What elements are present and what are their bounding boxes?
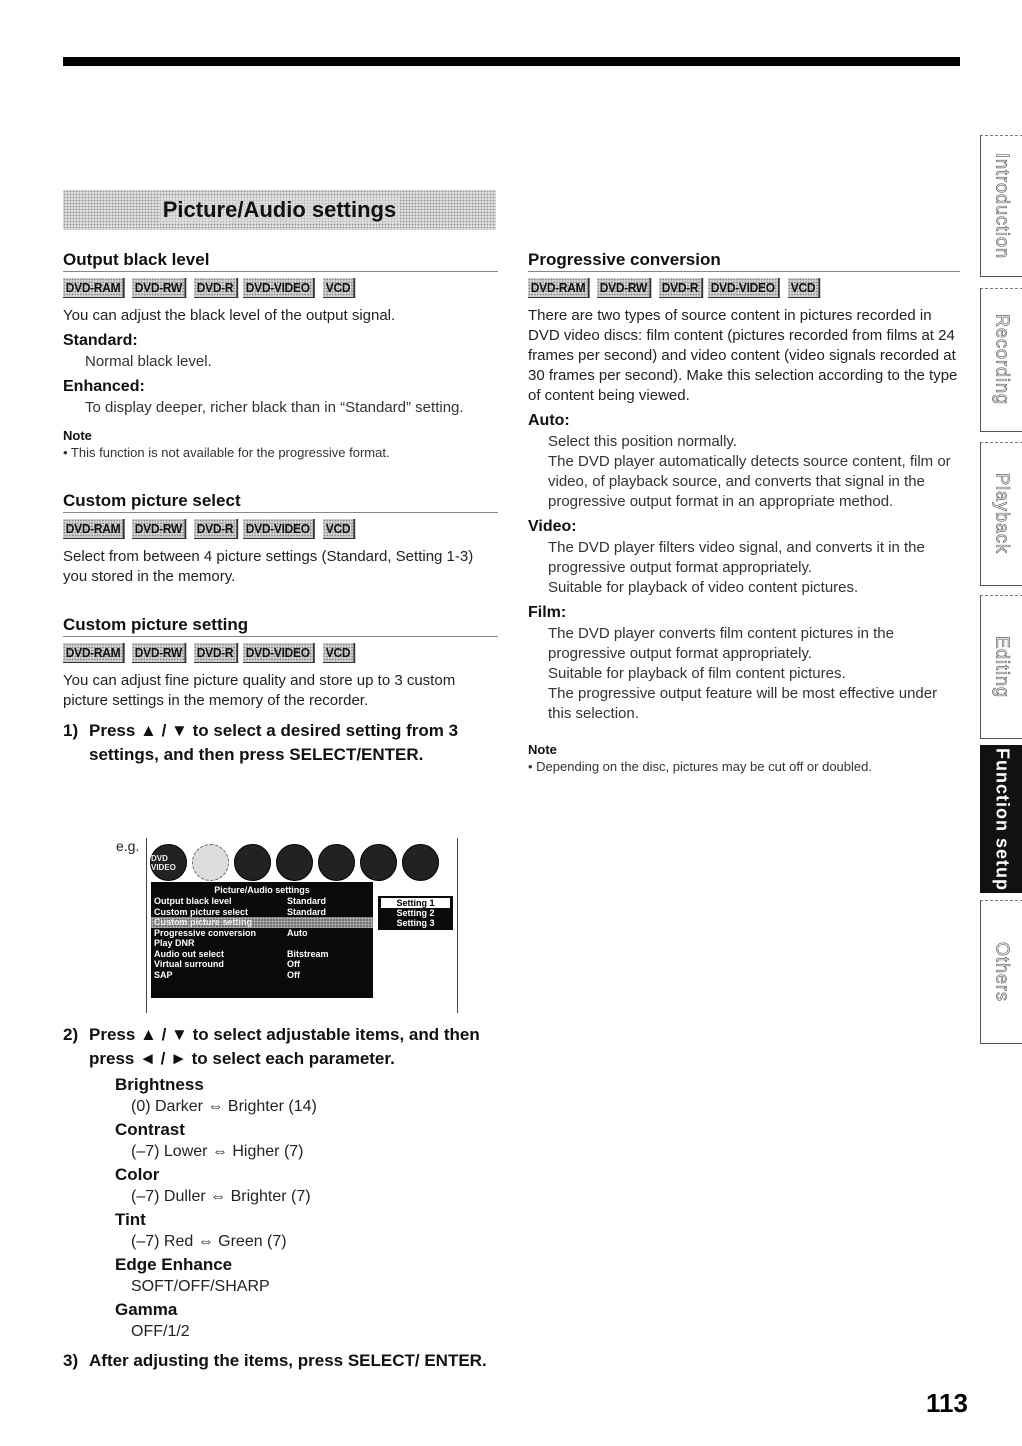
- menu-screen-illustration: [116, 838, 461, 1014]
- top-rule: [63, 57, 960, 66]
- disc-badges: [63, 643, 498, 663]
- page-number: 113: [926, 1388, 968, 1418]
- step-2: [63, 1023, 498, 1071]
- menu-row-key: Play DNR: [154, 938, 195, 948]
- tab-label: Others: [992, 941, 1013, 1003]
- book-icon: [234, 844, 271, 881]
- tab-label: Editing: [992, 635, 1013, 699]
- menu-icons: [150, 844, 439, 881]
- tab-label: Playback: [992, 473, 1013, 555]
- note-text: • This function is not available for the progressive format.: [63, 445, 390, 460]
- menu-row-key: Output black level: [154, 896, 232, 906]
- badge-dvd-rw: DVD-RW: [132, 519, 187, 539]
- badge-dvd-r: DVD-R: [194, 278, 238, 298]
- badge-dvd-r: DVD-R: [194, 643, 238, 663]
- param-name: Tint: [115, 1210, 146, 1229]
- badge-dvd-rw: DVD-RW: [132, 643, 187, 663]
- note-text: • Depending on the disc, pictures may be cut off or doubled.: [528, 759, 872, 774]
- badge-dvd-r: DVD-R: [194, 519, 238, 539]
- disc-badges: [63, 519, 498, 539]
- menu-row-value: Bitstream: [287, 948, 329, 959]
- custom-picture-setting-body: You can adjust fine picture quality and store up to 3 custom picture settings in the memory of the recorder.: [63, 672, 456, 709]
- step-text: After adjusting the items, press SELECT/ ENTER.: [89, 1351, 487, 1370]
- disc-badges: [528, 278, 960, 298]
- setting-submenu: [378, 896, 453, 930]
- film-desc: Suitable for playback of film content pictures.: [548, 665, 846, 682]
- step-number: 2): [63, 1025, 79, 1044]
- badge-dvd-r: DVD-R: [659, 278, 703, 298]
- film-term: Film:: [528, 604, 567, 621]
- progressive-conversion-heading: Progressive conversion: [528, 250, 960, 272]
- note-label: Note: [63, 428, 92, 443]
- badge-dvd-video: DVD-VIDEO: [243, 278, 314, 298]
- badge-dvd-video: DVD-VIDEO: [243, 643, 314, 663]
- dvd-video-icon: DVD VIDEO: [150, 844, 187, 881]
- film-desc: The DVD player converts film content pictures in the progressive output format appropriately.: [548, 625, 894, 662]
- custom-picture-select-heading: Custom picture select: [63, 491, 498, 513]
- tab-recording[interactable]: [980, 288, 1022, 432]
- auto-desc: The DVD player automatically detects source content, film or video, of playback source, and converts that signal in the progressive output format in an appropriate method.: [548, 453, 951, 510]
- video-desc: Suitable for playback of video content pictures.: [548, 579, 859, 596]
- section-title: Picture/Audio settings: [159, 197, 400, 223]
- badge-vcd: VCD: [323, 643, 355, 663]
- badge-dvd-video: DVD-VIDEO: [708, 278, 779, 298]
- tab-editing[interactable]: [980, 595, 1022, 739]
- menu-row-value: Off: [287, 969, 300, 980]
- badge-dvd-rw: DVD-RW: [597, 278, 652, 298]
- menu-row-value: Standard: [287, 896, 327, 906]
- option-desc: To display deeper, richer black than in “Standard” setting.: [85, 399, 464, 416]
- menu-row-key: Audio out select: [154, 948, 225, 959]
- badge-dvd-video: DVD-VIDEO: [243, 519, 314, 539]
- section-title-banner: [63, 190, 496, 230]
- badge-dvd-ram: DVD-RAM: [528, 278, 590, 298]
- menu-row[interactable]: [151, 928, 373, 939]
- disc-icon: [402, 844, 439, 881]
- step-3: [63, 1349, 498, 1373]
- tab-label: Function setup: [992, 747, 1013, 891]
- steps-continued: [63, 1015, 498, 1375]
- left-column: [63, 250, 498, 769]
- menu-row-value: Off: [287, 959, 300, 969]
- progressive-intro: There are two types of source content in pictures recorded in DVD video discs: film content (pictures recorded from films at 24 frames per second) and video content (video signals recorded at 30 frames per second). Make this selection according to the type of content being viewed.: [528, 307, 958, 404]
- param-value: (–7) Duller ⇔ Brighter (7): [131, 1188, 311, 1205]
- step-number: 3): [63, 1351, 79, 1370]
- menu-row-key: Custom picture select: [154, 906, 249, 917]
- example-label: e.g.: [116, 838, 140, 854]
- badge-vcd: VCD: [323, 278, 355, 298]
- param-value: (–7) Red ⇔ Green (7): [131, 1233, 287, 1250]
- step-1: [63, 719, 498, 767]
- custom-picture-setting-heading: Custom picture setting: [63, 615, 498, 637]
- picture-settings-icon: [192, 844, 229, 881]
- option-desc: Normal black level.: [85, 353, 212, 370]
- output-black-level-intro: You can adjust the black level of the output signal.: [63, 307, 396, 324]
- menu-row[interactable]: [151, 907, 373, 918]
- menu-row[interactable]: [151, 938, 373, 949]
- settings-menu: [151, 882, 373, 998]
- disc-badges: [63, 278, 498, 298]
- menu-row-value: Auto: [287, 927, 308, 938]
- globe-icon: [276, 844, 313, 881]
- film-desc: The progressive output feature will be most effective under this selection.: [548, 685, 938, 722]
- param-name: Contrast: [115, 1120, 185, 1139]
- menu-row-key: Virtual surround: [154, 959, 224, 969]
- tools-icon: [360, 844, 397, 881]
- video-term: Video:: [528, 518, 577, 535]
- param-name: Gamma: [115, 1300, 178, 1319]
- badge-dvd-ram: DVD-RAM: [63, 278, 125, 298]
- param-value: SOFT/OFF/SHARP: [131, 1278, 270, 1295]
- menu-row-key: Progressive conversion: [154, 927, 257, 938]
- menu-row-key: SAP: [154, 969, 173, 980]
- menu-row-selected[interactable]: [151, 917, 373, 928]
- submenu-item[interactable]: Setting 2: [396, 908, 435, 918]
- submenu-item-selected[interactable]: Setting 1: [381, 898, 450, 908]
- menu-row-value: Standard: [287, 906, 327, 917]
- menu-row[interactable]: [151, 970, 373, 981]
- badge-dvd-ram: DVD-RAM: [63, 519, 125, 539]
- step-number: 1): [63, 721, 79, 740]
- menu-row[interactable]: [151, 959, 373, 970]
- video-desc: The DVD player filters video signal, and converts it in the progressive output format appropriately.: [548, 539, 925, 576]
- badge-vcd: VCD: [788, 278, 820, 298]
- step-text: Press ▲ / ▼ to select adjustable items, and then press ◄ / ► to select each parameter.: [89, 1025, 480, 1068]
- menu-row-key: Custom picture setting: [154, 917, 253, 927]
- output-black-level-heading: Output black level: [63, 250, 498, 272]
- menu-title: Picture/Audio settings: [214, 885, 310, 895]
- custom-picture-select-body: Select from between 4 picture settings (Standard, Setting 1-3) you stored in the memory.: [63, 548, 474, 585]
- param-name: Color: [115, 1165, 160, 1184]
- menu-row[interactable]: [151, 949, 373, 960]
- step-text: Press ▲ / ▼ to select a desired setting from 3 settings, and then press SELECT/ENTER.: [89, 721, 459, 764]
- tab-function-setup[interactable]: [980, 745, 1022, 893]
- note-label: Note: [528, 742, 557, 757]
- satellite-icon: [318, 844, 355, 881]
- tab-label: Recording: [992, 314, 1013, 406]
- auto-desc: Select this position normally.: [548, 433, 737, 450]
- tab-label: Introduction: [992, 152, 1013, 260]
- badge-dvd-rw: DVD-RW: [132, 278, 187, 298]
- menu-row[interactable]: [151, 896, 373, 907]
- right-column: [528, 250, 960, 775]
- param-name: Edge Enhance: [115, 1255, 233, 1274]
- option-term: Standard:: [63, 332, 138, 349]
- submenu-item[interactable]: Setting 3: [396, 918, 435, 928]
- badge-dvd-ram: DVD-RAM: [63, 643, 125, 663]
- auto-term: Auto:: [528, 412, 570, 429]
- param-value: (0) Darker ⇔ Brighter (14): [131, 1098, 317, 1115]
- param-name: Brightness: [115, 1075, 204, 1094]
- tab-introduction[interactable]: [980, 135, 1022, 277]
- param-value: (–7) Lower ⇔ Higher (7): [131, 1143, 304, 1160]
- tab-playback[interactable]: [980, 442, 1022, 586]
- tab-others[interactable]: [980, 900, 1022, 1044]
- param-value: OFF/1/2: [131, 1323, 190, 1340]
- badge-vcd: VCD: [323, 519, 355, 539]
- option-term: Enhanced:: [63, 378, 145, 395]
